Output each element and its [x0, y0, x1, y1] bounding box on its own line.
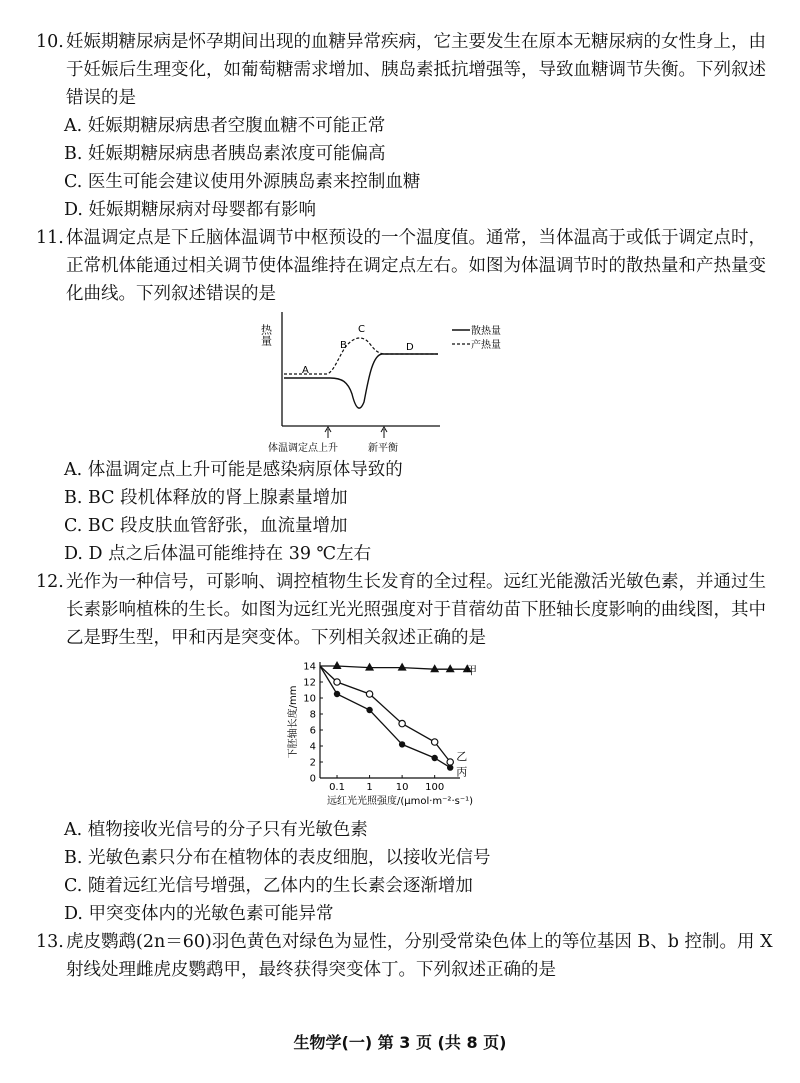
- series-line-甲: [320, 666, 467, 669]
- y-axis-label: 下胚轴长度/mm: [288, 685, 299, 759]
- thermoregulation-figure: [260, 310, 520, 460]
- option-d: D. D 点之后体温可能维持在 39 ℃左右: [64, 544, 372, 564]
- question-stem: 妊娠期糖尿病是怀孕期间出现的血糖异常疾病，它主要发生在原本无糖尿病的女性身上，由于妊娠后生理变化，如葡萄糖需求增加、胰岛素抵抗增强等，导致血糖调节失衡。下列叙述错误的是: [66, 32, 766, 108]
- y-tick-label: 4: [309, 741, 316, 753]
- y-tick-label: 14: [303, 661, 316, 673]
- point-c-label: C: [358, 324, 365, 335]
- y-tick-label: 8: [309, 709, 316, 721]
- question-number: 10.: [36, 32, 64, 52]
- legend-heat-production: 产热量: [471, 340, 501, 351]
- arrow-label-new-balance: 新平衡: [368, 443, 398, 454]
- heat-loss-curve: [284, 354, 438, 408]
- data-point: [431, 739, 437, 745]
- y-axis-label: 热量: [260, 324, 273, 346]
- question-12-options: [36, 816, 776, 928]
- option-b: B. 妊娠期糖尿病患者胰岛素浓度可能偏高: [64, 144, 386, 164]
- y-tick-label: 0: [309, 773, 316, 785]
- option-d: D. 妊娠期糖尿病对母婴都有影响: [64, 200, 317, 220]
- question-10: [36, 28, 776, 224]
- point-a-label: A: [302, 365, 309, 376]
- data-point: [334, 679, 340, 685]
- x-tick-label: 1: [366, 782, 373, 793]
- y-tick-label: 10: [303, 693, 316, 705]
- option-c: C. 医生可能会建议使用外源胰岛素来控制血糖: [64, 172, 421, 192]
- data-point: [365, 663, 374, 671]
- data-point: [447, 764, 453, 770]
- data-point: [399, 720, 405, 726]
- data-point: [334, 691, 340, 697]
- data-point: [430, 664, 439, 672]
- data-point: [398, 663, 407, 671]
- legend-heat-loss: 散热量: [471, 326, 501, 337]
- y-tick-label: 12: [303, 677, 316, 689]
- option-a: A. 植物接收光信号的分子只有光敏色素: [64, 820, 368, 840]
- question-stem: 体温调定点是下丘脑体温调节中枢预设的一个温度值。通常，当体温高于或低于调定点时，正常机体能通过相关调节使体温维持在调定点左右。如图为体温调节时的散热量和产热量变化曲线。下列叙述错误的是: [66, 228, 766, 304]
- point-b-label: B: [340, 340, 347, 351]
- data-point: [431, 755, 437, 761]
- data-point: [366, 707, 372, 713]
- option-a: A. 体温调定点上升可能是感染病原体导致的: [64, 460, 403, 480]
- option-b: B. 光敏色素只分布在植物体的表皮细胞，以接收光信号: [64, 848, 491, 868]
- x-axis-label: 远红光光照强度/(μmol·m⁻²·s⁻¹): [326, 796, 474, 807]
- series-label-甲: 甲: [466, 664, 477, 678]
- question-number: 12.: [36, 572, 64, 592]
- data-point: [446, 664, 455, 672]
- option-b: B. BC 段机体释放的肾上腺素量增加: [64, 488, 348, 508]
- data-point: [447, 759, 453, 765]
- data-point: [366, 691, 372, 697]
- option-d: D. 甲突变体内的光敏色素可能异常: [64, 904, 334, 924]
- question-stem: 光作为一种信号，可影响、调控植物生长发育的全过程。远红光能激活光敏色素，并通过生长素影响植株的生长。如图为远红光光照强度对于苜蓿幼苗下胚轴长度影响的曲线图，其中乙是野生型，甲和丙是突变体。下列相关叙述正确的是: [66, 572, 766, 648]
- question-number: 11.: [36, 228, 64, 248]
- x-tick-label: 100: [425, 782, 445, 793]
- question-12: [36, 568, 776, 652]
- arrow-label-setpoint: 体温调定点上升: [268, 443, 338, 454]
- data-point: [399, 741, 405, 747]
- point-d-label: D: [406, 342, 414, 353]
- option-a: A. 妊娠期糖尿病患者空腹血糖不可能正常: [64, 116, 386, 136]
- question-stem: 虎皮鹦鹉(2n＝60)羽色黄色对绿色为显性，分别受常染色体上的等位基因 B、b 控制。用 X 射线处理雌虎皮鹦鹉甲，最终获得突变体丁。下列叙述正确的是: [66, 932, 773, 980]
- question-11-options: [36, 456, 776, 568]
- option-c: C. BC 段皮肤血管舒张，血流量增加: [64, 516, 348, 536]
- question-13: [36, 928, 776, 984]
- page-footer: 生物学(一) 第 3 页 (共 8 页): [293, 1033, 507, 1052]
- x-tick-label: 10: [395, 782, 409, 793]
- series-label-丙: 丙: [456, 765, 468, 779]
- question-number: 13.: [36, 932, 64, 952]
- series-label-乙: 乙: [456, 750, 468, 763]
- hypocotyl-chart: [280, 652, 520, 812]
- data-point: [333, 661, 342, 669]
- option-c: C. 随着远红光信号增强，乙体内的生长素会逐渐增加: [64, 876, 473, 896]
- x-tick-label: 0.1: [329, 782, 345, 793]
- y-tick-label: 6: [309, 725, 316, 737]
- question-11: [36, 224, 776, 308]
- y-tick-label: 2: [309, 757, 316, 769]
